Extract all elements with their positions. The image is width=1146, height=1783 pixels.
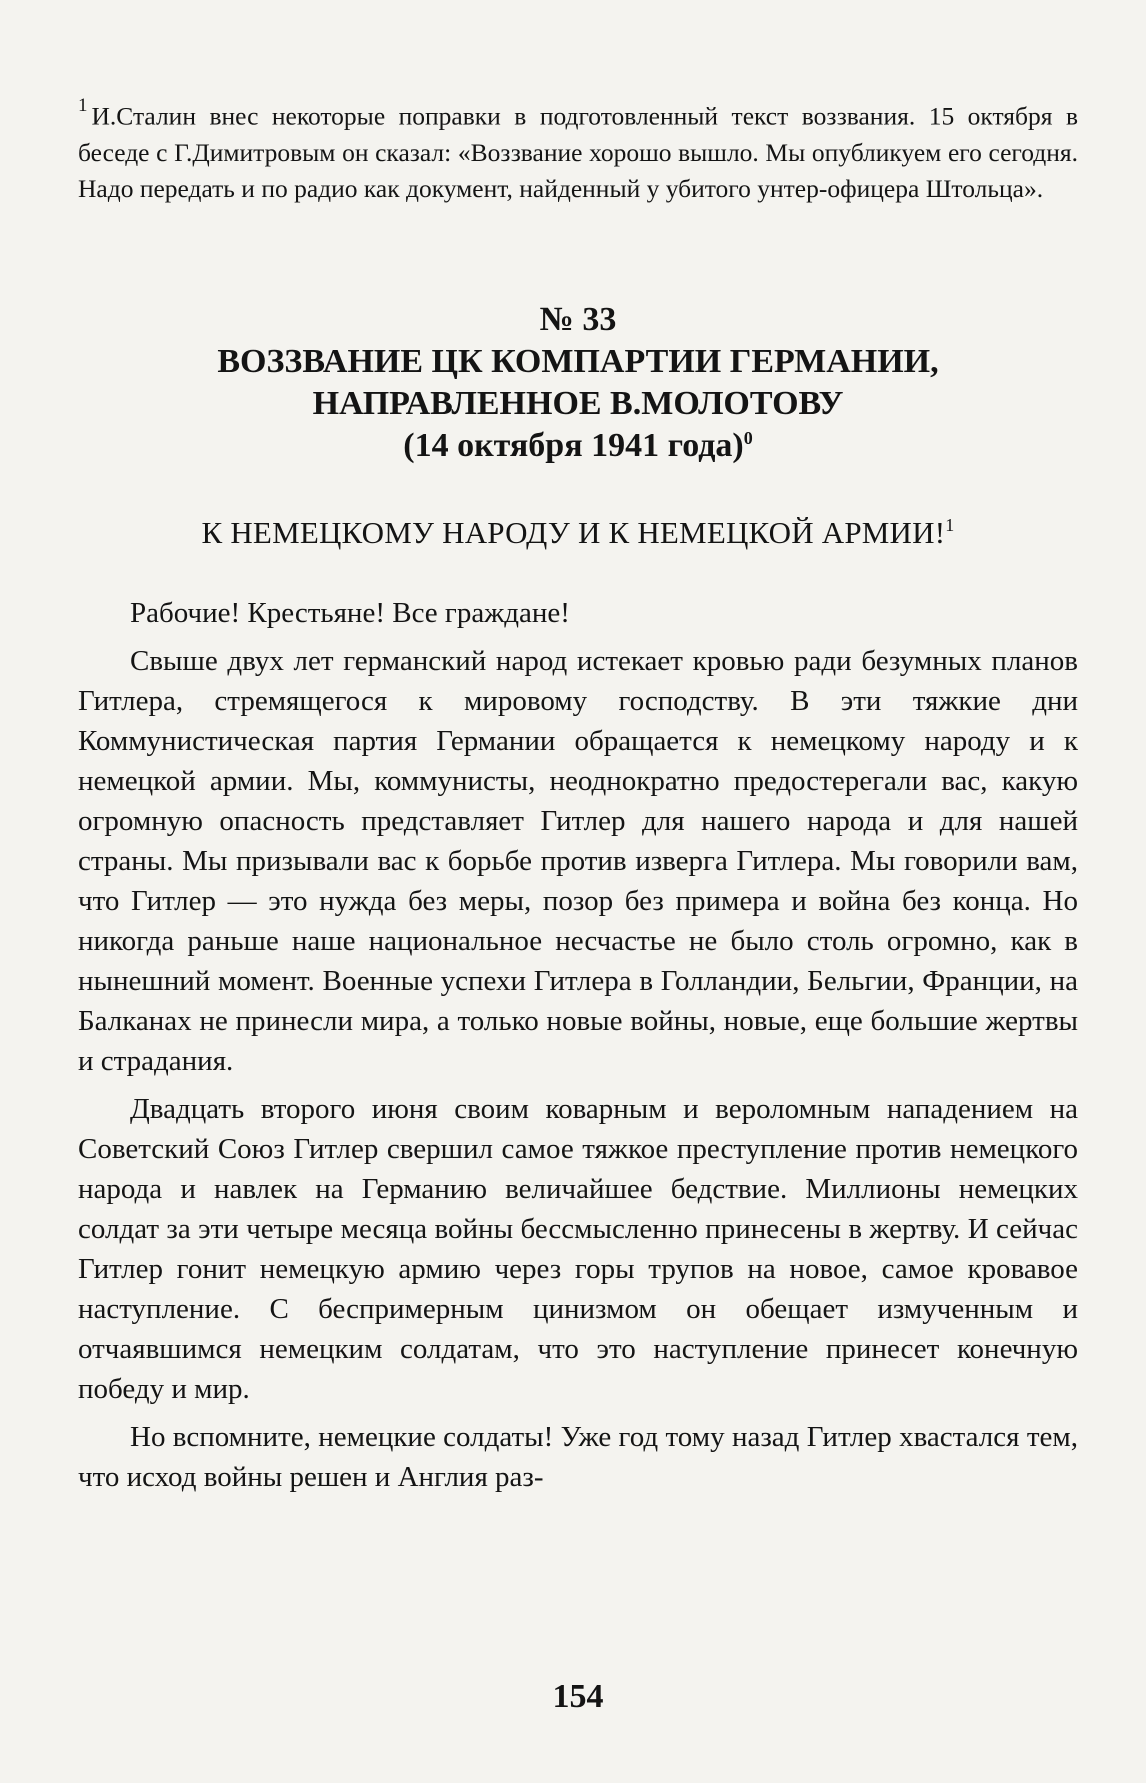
document-number: № 33 [539,300,617,338]
appeal-heading-text: К НЕМЕЦКОМУ НАРОДУ И К НЕМЕЦКОЙ АРМИИ! [201,514,946,550]
document-date-mark: 0 [743,427,753,448]
paragraph-2: Двадцать второго июня своим коварным и вероломным нападением на Советский Союз Гитлер свершил самое тяжкое преступление против немецкого народа и навлек на Германию величайшее бедствие. Миллионы немецких солдат за эти четыре месяца войны бессмысленно принесены в жертву. И сейчас Гитлер гонит немецкую армию через горы трупов на новое, самое кровавое наступление. С беспримерным цинизмом он обещает измученным и отчаявшимся немецким солдатам, что это наступление принесет конечную победу и мир. [78,1092,1078,1405]
paragraph-address: Рабочие! Крестьяне! Все граждане! [130,596,570,629]
document-date-text: (14 октября 1941 года) [403,426,744,464]
appeal-heading [78,513,1078,557]
paragraph-3: Но вспомните, немецкие солдаты! Уже год тому назад Гитлер хвастался тем, что исход войны решен и Англия раз- [78,1420,1078,1493]
document-title-line1: ВОЗЗВАНИЕ ЦК КОМПАРТИИ ГЕРМАНИИ, [217,342,939,380]
footnote-marker: 1 [78,95,88,116]
paragraph-1: Свыше двух лет германский народ истекает кровью ради безумных планов Гитлера, стремящегося к мировому господству. В эти тяжкие дни Коммунистическая партия Германии обращается к немецкому народу и к немецкой армии. Мы, коммунисты, неоднократно предостерегали вас, какую огромную опасность представляет Гитлер для нашего народа и для нашей страны. Мы призывали вас к борьбе против изверга Гитлера. Мы говорили вам, что Гитлер — это нужда без меры, позор без примера и война без конца. Но никогда раньше наше национальное несчастье не было столь огромно, как в нынешний момент. Военные успехи Гитлера в Голландии, Бельгии, Франции, на Балканах не принесли мира, а только новые войны, новые, еще большие жертвы и страдания. [78,644,1078,1077]
page-number: 154 [552,1678,604,1715]
document-title-line2: НАПРАВЛЕННОЕ В.МОЛОТОВУ [312,384,844,422]
document-date [78,425,1078,471]
footnote [78,92,1078,207]
appeal-heading-mark: 1 [945,514,955,535]
book-page [78,92,1078,1742]
body-text [78,593,1078,1497]
footnote-text: И.Сталин внес некоторые поправки в подготовленный текст воззвания. 15 октября в беседе с Г.Димитровым он сказал: «Воззвание хорошо вышло. Мы опубликуем его сегодня. Надо передать и по радио как документ, найденный у убитого унтер-офицера Штольца». [78,101,1078,203]
